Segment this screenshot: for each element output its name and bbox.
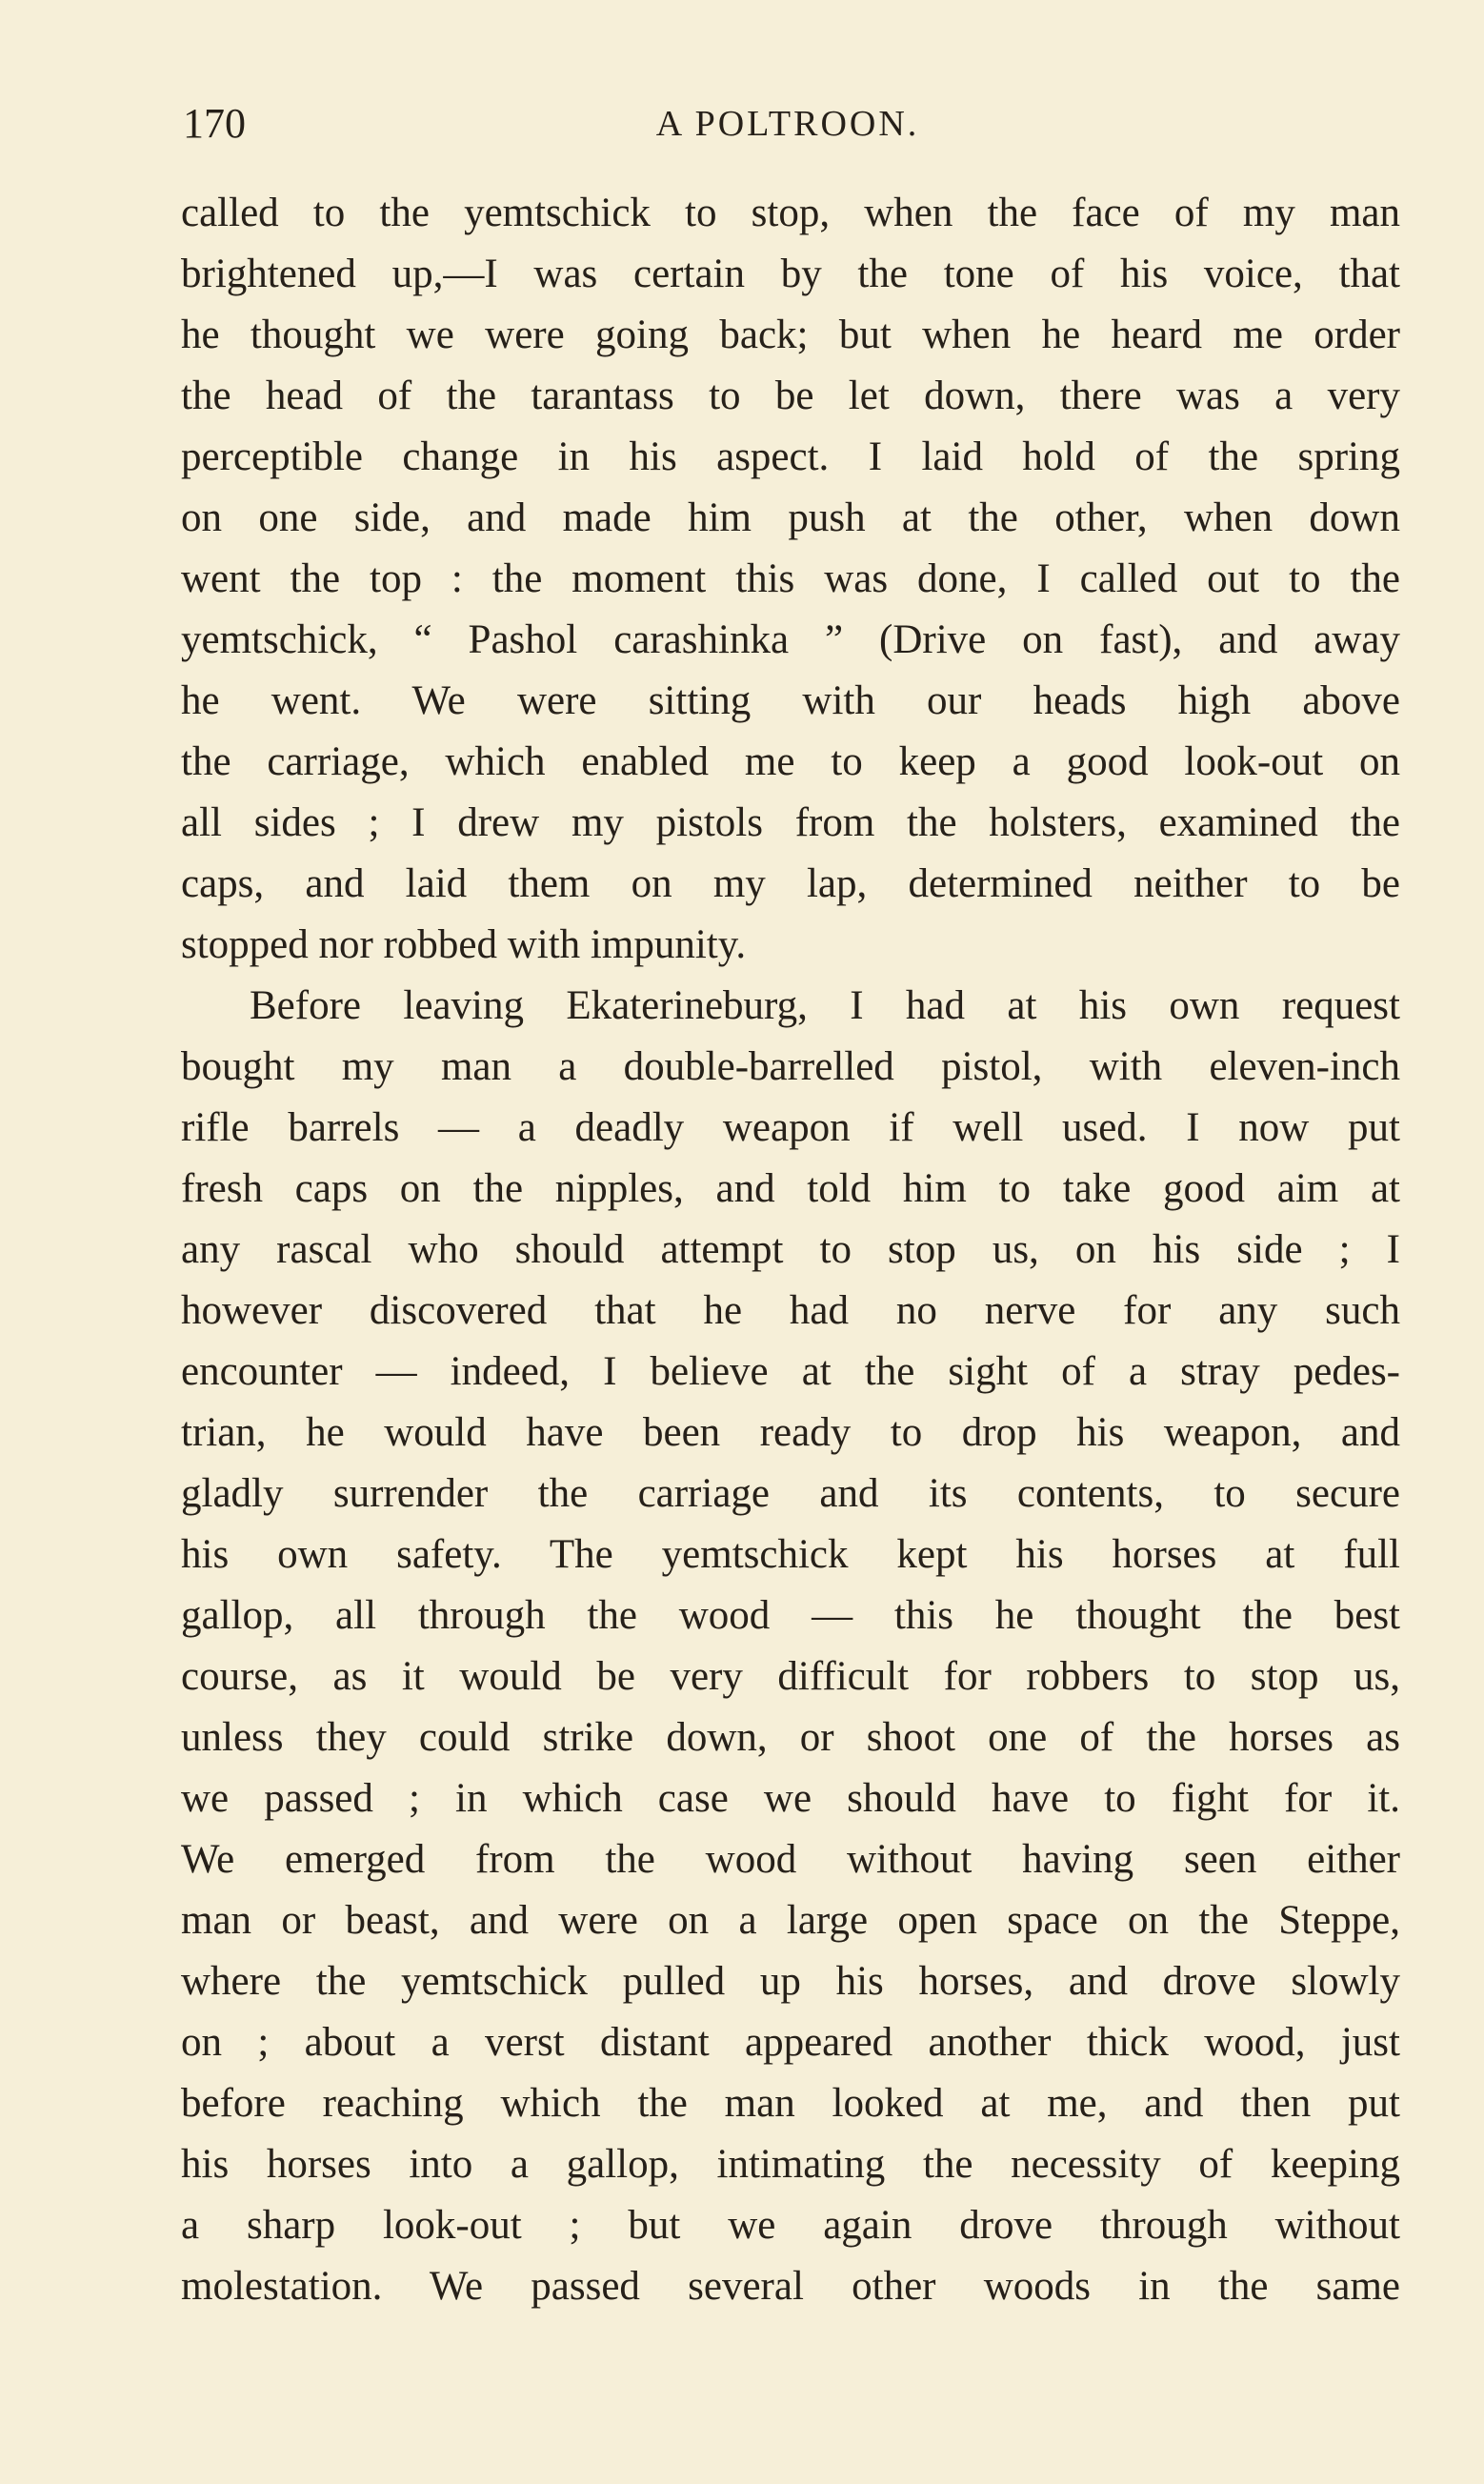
text-line: on ; about a verst distant appeared another thick wood, just bbox=[181, 2020, 1400, 2065]
text-line: he thought we were going back; but when he heard me order bbox=[181, 313, 1400, 357]
text-line: we passed ; in which case we should have to fight for it. bbox=[181, 1776, 1400, 1821]
body-text bbox=[181, 183, 1400, 2317]
text-line: fresh caps on the nipples, and told him to take good aim at bbox=[181, 1166, 1400, 1211]
text-line: before reaching which the man looked at me, and then put bbox=[181, 2081, 1400, 2126]
text-line: called to the yemtschick to stop, when the face of my man bbox=[181, 191, 1400, 235]
text-line: gallop, all through the wood — this he thought the best bbox=[181, 1593, 1400, 1638]
text-line: rifle barrels — a deadly weapon if well used. I now put bbox=[181, 1105, 1400, 1150]
text-line: molestation. We passed several other woods in the same bbox=[181, 2264, 1400, 2309]
page-number: 170 bbox=[183, 100, 246, 147]
text-line: the carriage, which enabled me to keep a good look-out on bbox=[181, 739, 1400, 784]
text-line: his own safety. The yemtschick kept his horses at full bbox=[181, 1532, 1400, 1577]
text-line: his horses into a gallop, intimating the necessity of keeping bbox=[181, 2142, 1400, 2187]
text-line: encounter — indeed, I believe at the sight of a stray pedes- bbox=[181, 1349, 1400, 1394]
text-line: course, as it would be very difficult for robbers to stop us, bbox=[181, 1654, 1400, 1699]
text-line: unless they could strike down, or shoot one of the horses as bbox=[181, 1715, 1400, 1760]
text-line: any rascal who should attempt to stop us, on his side ; I bbox=[181, 1227, 1400, 1272]
text-line: brightened up,—I was certain by the tone of his voice, that bbox=[181, 252, 1400, 296]
text-line: trian, he would have been ready to drop his weapon, and bbox=[181, 1410, 1400, 1455]
text-line: gladly surrender the carriage and its contents, to secure bbox=[181, 1471, 1400, 1516]
text-line: caps, and laid them on my lap, determined neither to be bbox=[181, 861, 1400, 906]
text-line: perceptible change in his aspect. I laid hold of the spring bbox=[181, 434, 1400, 479]
text-line: all sides ; I drew my pistols from the holsters, examined the bbox=[181, 800, 1400, 845]
text-line: went the top : the moment this was done, I called out to the bbox=[181, 556, 1400, 601]
running-head bbox=[183, 95, 1393, 152]
text-line: the head of the tarantass to be let down, there was a very bbox=[181, 374, 1400, 418]
paragraph-start-line: Before leaving Ekaterineburg, I had at his own request bbox=[250, 983, 1400, 1028]
text-line: however discovered that he had no nerve for any such bbox=[181, 1288, 1400, 1333]
running-title: A POLTROON. bbox=[655, 104, 920, 144]
text-line: where the yemtschick pulled up his horses, and drove slowly bbox=[181, 1959, 1400, 2004]
text-line: he went. We were sitting with our heads high above bbox=[181, 678, 1400, 723]
text-line: a sharp look-out ; but we again drove through without bbox=[181, 2203, 1400, 2248]
text-line: man or beast, and were on a large open space on the Steppe, bbox=[181, 1898, 1400, 1943]
text-line: bought my man a double-barrelled pistol, with eleven-inch bbox=[181, 1044, 1400, 1089]
paragraph-end-line: stopped nor robbed with impunity. bbox=[181, 922, 747, 967]
text-line: yemtschick, “ Pashol carashinka ” (Drive on fast), and away bbox=[181, 617, 1400, 662]
text-line: We emerged from the wood without having seen either bbox=[181, 1837, 1400, 1882]
text-line: on one side, and made him push at the other, when down bbox=[181, 495, 1400, 540]
